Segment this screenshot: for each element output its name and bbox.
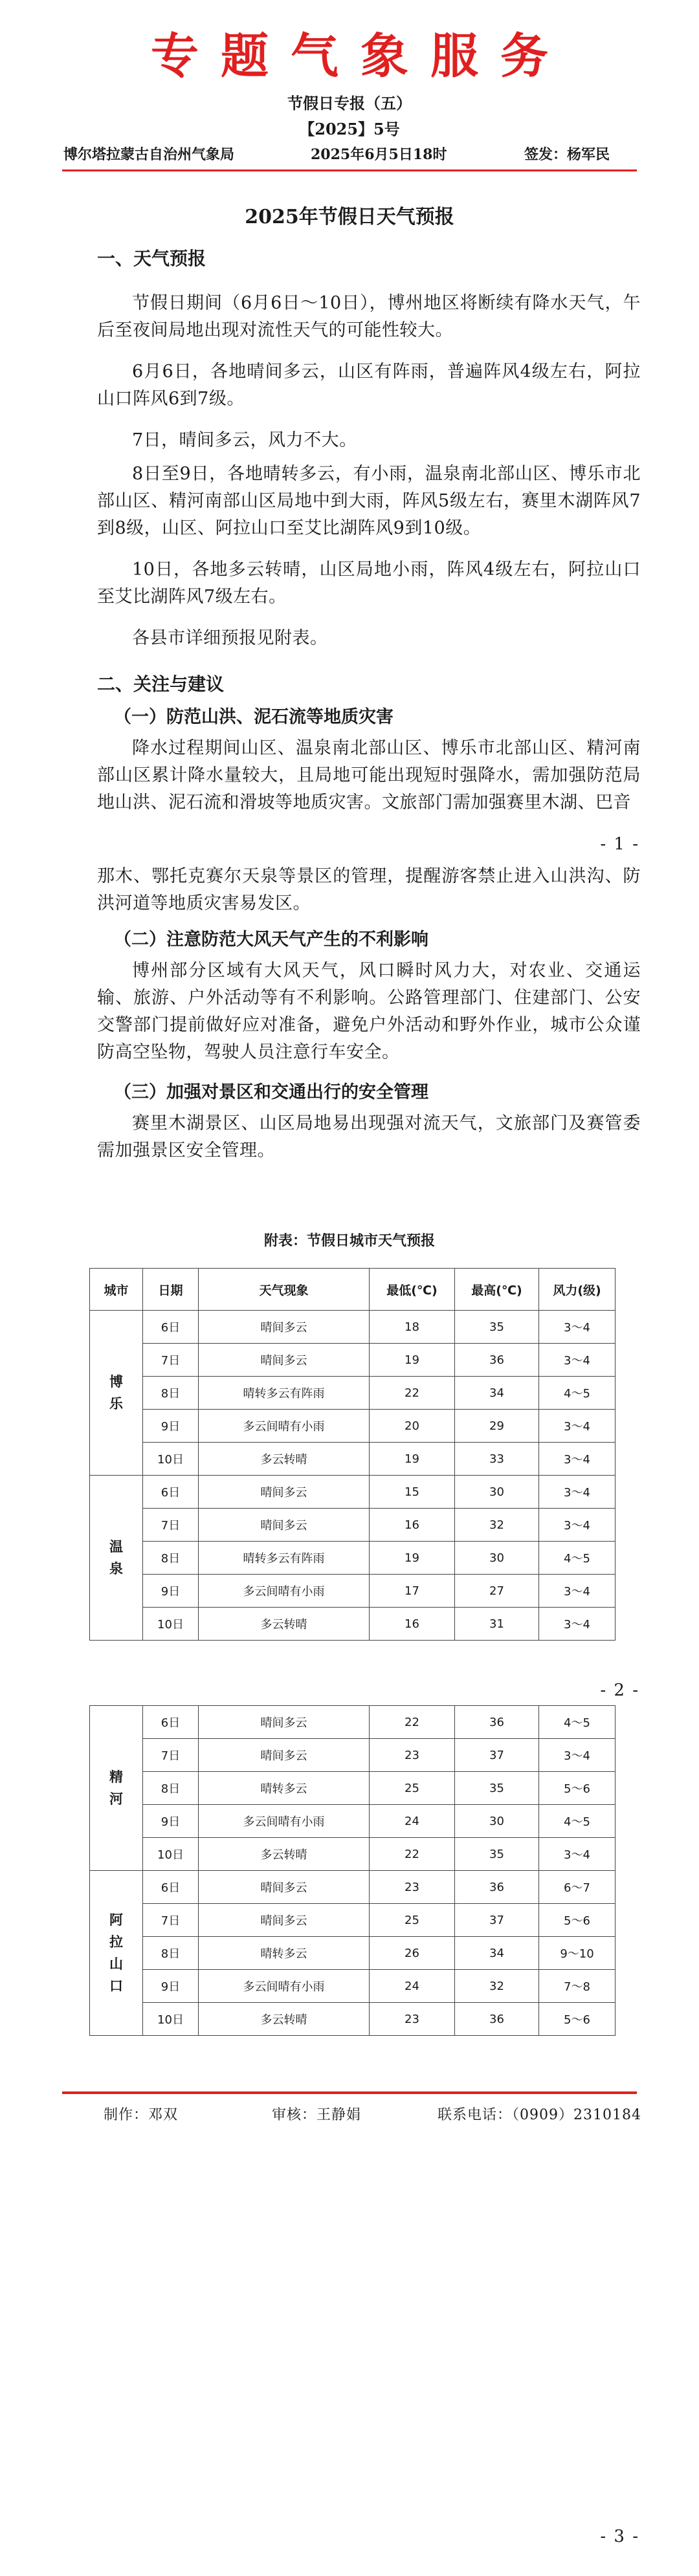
footer-reviewer: 审核：王静娟	[272, 2107, 362, 2123]
weather-cell: 多云转晴	[199, 2003, 370, 2036]
section-advice-heading: 二、关注与建议	[97, 673, 225, 695]
max-temp-cell: 33	[455, 1443, 539, 1476]
date-cell: 6日	[143, 1706, 199, 1739]
date-cell: 9日	[143, 1805, 199, 1838]
advice-geohazard-heading: （一）防范山洪、泥石流等地质灾害	[114, 707, 394, 727]
max-temp-cell: 29	[455, 1410, 539, 1443]
document-title: 2025年节假日天气预报	[245, 206, 454, 228]
min-temp-cell: 22	[370, 1838, 455, 1871]
date-cell: 8日	[143, 1937, 199, 1970]
date-cell: 10日	[143, 1443, 199, 1476]
min-temp-cell: 23	[370, 2003, 455, 2036]
table-caption: 附表：节假日城市天气预报	[263, 1232, 435, 1249]
date-cell: 6日	[143, 1476, 199, 1509]
min-temp-cell: 16	[370, 1608, 455, 1641]
table-row	[90, 1542, 616, 1575]
min-temp-cell: 22	[370, 1377, 455, 1410]
table-row	[90, 1805, 616, 1838]
page-number: - 3 -	[600, 2527, 639, 2546]
max-temp-cell: 34	[455, 1937, 539, 1970]
city-cell: 精 河	[90, 1706, 143, 1871]
max-temp-cell: 27	[455, 1575, 539, 1608]
wind-cell: 5～6	[539, 2003, 616, 2036]
table-row	[90, 1706, 616, 1739]
advice-geohazard-text: 降水过程期间山区、温泉南北部山区、博乐市北部山区、精河南部山区累计降水量较大，且局地可能出现短时强降水，需加强防范局地山洪、泥石流和滑坡等地质灾害。文旅部门需加强赛里木湖、巴音	[97, 738, 641, 813]
table-row	[90, 1575, 616, 1608]
date-cell: 8日	[143, 1377, 199, 1410]
max-temp-cell: 36	[455, 1706, 539, 1739]
table-header-row	[90, 1269, 616, 1311]
max-temp-cell: 36	[455, 1871, 539, 1904]
table-row	[90, 1443, 616, 1476]
min-temp-cell: 17	[370, 1575, 455, 1608]
min-temp-cell: 18	[370, 1311, 455, 1344]
table-row	[90, 1871, 616, 1904]
min-temp-cell: 15	[370, 1476, 455, 1509]
city-cell: 温 泉	[90, 1476, 143, 1641]
footer-divider	[62, 2091, 637, 2094]
min-temp-cell: 24	[370, 1970, 455, 2003]
wind-cell: 6～7	[539, 1871, 616, 1904]
max-temp-cell: 36	[455, 1344, 539, 1377]
signer: 签发：杨军民	[524, 146, 610, 163]
table-row	[90, 1476, 616, 1509]
wind-cell: 5～6	[539, 1772, 616, 1805]
agency-name: 博尔塔拉蒙古自治州气象局	[63, 146, 235, 163]
date-cell: 9日	[143, 1970, 199, 2003]
wind-cell: 3～4	[539, 1311, 616, 1344]
wind-cell: 3～4	[539, 1739, 616, 1772]
table-row	[90, 1772, 616, 1805]
min-temp-cell: 26	[370, 1937, 455, 1970]
min-temp-cell: 23	[370, 1739, 455, 1772]
city-forecast-table	[89, 1268, 616, 1641]
wind-cell: 3～4	[539, 1509, 616, 1542]
header-min-temp: 最低(℃)	[370, 1269, 455, 1311]
forecast-attachment-note: 各县市详细预报见附表。	[132, 628, 328, 648]
wind-cell: 4～5	[539, 1377, 616, 1410]
date-cell: 6日	[143, 1871, 199, 1904]
advice-safety-heading: （三）加强对景区和交通出行的安全管理	[114, 1082, 428, 1102]
wind-cell: 7～8	[539, 1970, 616, 2003]
table-row	[90, 1311, 616, 1344]
table-row	[90, 1739, 616, 1772]
max-temp-cell: 35	[455, 1311, 539, 1344]
weather-cell: 晴间多云	[199, 1871, 370, 1904]
header-wind: 风力(级)	[539, 1269, 616, 1311]
weather-cell: 多云转晴	[199, 1608, 370, 1641]
max-temp-cell: 30	[455, 1542, 539, 1575]
weather-cell: 晴间多云	[199, 1476, 370, 1509]
weather-cell: 多云间晴有小雨	[199, 1410, 370, 1443]
weather-cell: 多云间晴有小雨	[199, 1575, 370, 1608]
min-temp-cell: 23	[370, 1871, 455, 1904]
weather-cell: 晴间多云	[199, 1706, 370, 1739]
wind-cell: 3～4	[539, 1344, 616, 1377]
date-cell: 9日	[143, 1575, 199, 1608]
weather-cell: 晴间多云	[199, 1344, 370, 1377]
weather-cell: 多云转晴	[199, 1443, 370, 1476]
table-row	[90, 1838, 616, 1871]
max-temp-cell: 32	[455, 1509, 539, 1542]
city-cell: 阿 拉 山 口	[90, 1871, 143, 2036]
issue-name: 节假日专报（五）	[287, 94, 412, 113]
min-temp-cell: 25	[370, 1772, 455, 1805]
weather-cell: 晴转多云有阵雨	[199, 1377, 370, 1410]
max-temp-cell: 31	[455, 1608, 539, 1641]
table-row	[90, 1608, 616, 1641]
date-cell: 7日	[143, 1739, 199, 1772]
date-cell: 8日	[143, 1772, 199, 1805]
min-temp-cell: 25	[370, 1904, 455, 1937]
header-city: 城市	[90, 1269, 143, 1311]
wind-cell: 3～4	[539, 1410, 616, 1443]
weather-cell: 晴转多云	[199, 1772, 370, 1805]
advice-safety-text: 赛里木湖景区、山区局地易出现强对流天气，文旅部门及赛管委需加强景区安全管理。	[97, 1113, 641, 1161]
date-cell: 10日	[143, 1838, 199, 1871]
date-cell: 7日	[143, 1509, 199, 1542]
header-weather: 天气现象	[199, 1269, 370, 1311]
min-temp-cell: 19	[370, 1344, 455, 1377]
wind-cell: 9～10	[539, 1937, 616, 1970]
min-temp-cell: 19	[370, 1542, 455, 1575]
max-temp-cell: 32	[455, 1970, 539, 2003]
forecast-day6-paragraph: 6月6日，各地晴间多云，山区有阵雨，普遍阵风4级左右，阿拉山口阵风6到7级。	[97, 362, 641, 409]
date-cell: 7日	[143, 1344, 199, 1377]
date-cell: 6日	[143, 1311, 199, 1344]
table-row	[90, 2003, 616, 2036]
issue-datetime: 2025年6月5日18时	[311, 146, 447, 163]
weather-cell: 晴转多云有阵雨	[199, 1542, 370, 1575]
footer-producer: 制作：邓双	[104, 2107, 179, 2123]
min-temp-cell: 19	[370, 1443, 455, 1476]
weather-cell: 晴间多云	[199, 1311, 370, 1344]
wind-cell: 3～4	[539, 1838, 616, 1871]
masthead-title: 专题气象服务	[151, 28, 570, 84]
footer-phone: 联系电话：（0909）2310184	[438, 2107, 641, 2123]
advice-wind-heading: （二）注意防范大风天气产生的不利影响	[114, 930, 428, 950]
forecast-day8-9-paragraph: 8日至9日，各地晴转多云，有小雨，温泉南北部山区、博乐市北部山区、精河南部山区局地中到大雨，阵风5级左右，赛里木湖阵风7到8级，山区、阿拉山口至艾比湖阵风9到10级。	[97, 464, 641, 538]
weather-cell: 多云转晴	[199, 1838, 370, 1871]
wind-cell: 4～5	[539, 1805, 616, 1838]
min-temp-cell: 22	[370, 1706, 455, 1739]
weather-cell: 晴间多云	[199, 1509, 370, 1542]
table-row	[90, 1970, 616, 2003]
weather-cell: 晴间多云	[199, 1739, 370, 1772]
weather-cell: 晴间多云	[199, 1904, 370, 1937]
wind-cell: 3～4	[539, 1575, 616, 1608]
header-max-temp: 最高(℃)	[455, 1269, 539, 1311]
weather-cell: 多云间晴有小雨	[199, 1970, 370, 2003]
header-date: 日期	[143, 1269, 199, 1311]
table-row	[90, 1904, 616, 1937]
table-row	[90, 1509, 616, 1542]
weather-cell: 多云间晴有小雨	[199, 1805, 370, 1838]
min-temp-cell: 24	[370, 1805, 455, 1838]
min-temp-cell: 16	[370, 1509, 455, 1542]
max-temp-cell: 36	[455, 2003, 539, 2036]
wind-cell: 3～4	[539, 1608, 616, 1641]
weather-cell: 晴转多云	[199, 1937, 370, 1970]
section-weather-forecast-heading: 一、天气预报	[97, 248, 206, 269]
city-forecast-table-continued	[89, 1705, 616, 2036]
advice-geohazard-text-continued: 那木、鄂托克赛尔天泉等景区的管理，提醒游客禁止进入山洪沟、防洪河道等地质灾害易发区。	[97, 866, 641, 913]
table-row	[90, 1937, 616, 1970]
date-cell: 8日	[143, 1542, 199, 1575]
max-temp-cell: 34	[455, 1377, 539, 1410]
date-cell: 10日	[143, 2003, 199, 2036]
max-temp-cell: 35	[455, 1772, 539, 1805]
table-row	[90, 1410, 616, 1443]
date-cell: 9日	[143, 1410, 199, 1443]
max-temp-cell: 37	[455, 1904, 539, 1937]
wind-cell: 5～6	[539, 1904, 616, 1937]
header-divider	[62, 169, 637, 171]
forecast-overview-paragraph: 节假日期间（6月6日～10日），博州地区将断续有降水天气，午后至夜间局地出现对流性天气的可能性较大。	[97, 293, 641, 340]
min-temp-cell: 20	[370, 1410, 455, 1443]
wind-cell: 3～4	[539, 1476, 616, 1509]
issue-number: 【2025】5号	[299, 120, 400, 138]
max-temp-cell: 30	[455, 1476, 539, 1509]
wind-cell: 3～4	[539, 1443, 616, 1476]
max-temp-cell: 37	[455, 1739, 539, 1772]
page-number: - 2 -	[600, 1681, 639, 1700]
date-cell: 10日	[143, 1608, 199, 1641]
wind-cell: 4～5	[539, 1542, 616, 1575]
wind-cell: 4～5	[539, 1706, 616, 1739]
table-row	[90, 1377, 616, 1410]
max-temp-cell: 30	[455, 1805, 539, 1838]
city-cell: 博 乐	[90, 1311, 143, 1476]
page-number: - 1 -	[600, 835, 639, 854]
max-temp-cell: 35	[455, 1838, 539, 1871]
forecast-day10-paragraph: 10日，各地多云转晴，山区局地小雨，阵风4级左右，阿拉山口至艾比湖阵风7级左右。	[97, 560, 641, 607]
table-row	[90, 1344, 616, 1377]
date-cell: 7日	[143, 1904, 199, 1937]
forecast-day7-paragraph: 7日，晴间多云，风力不大。	[132, 430, 357, 450]
advice-wind-text: 博州部分区域有大风天气，风口瞬时风力大，对农业、交通运输、旅游、户外活动等有不利影响。公路管理部门、住建部门、公安交警部门提前做好应对准备，避免户外活动和野外作业，城市公众谨防高空坠物，驾驶人员注意行车安全。	[97, 961, 641, 1062]
